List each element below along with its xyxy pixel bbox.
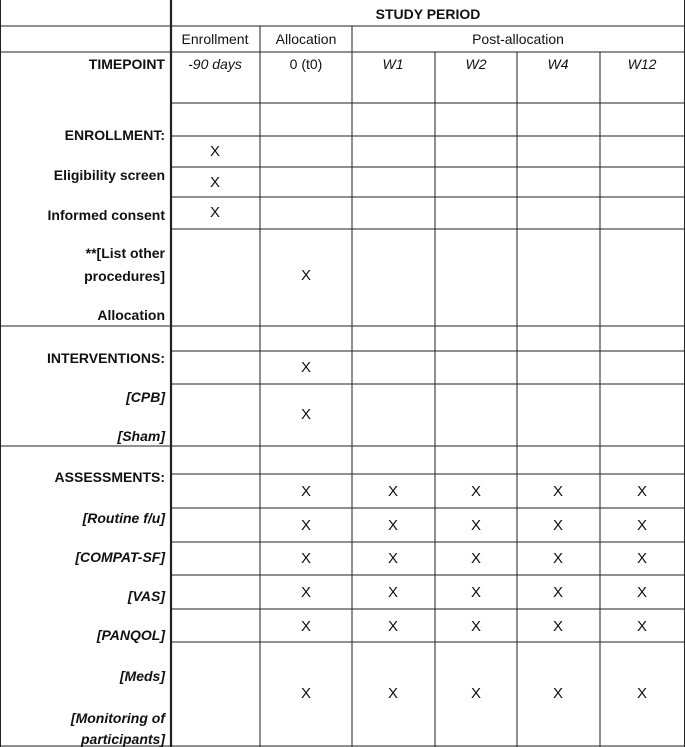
mark-meds-w1: X <box>387 685 399 702</box>
mark-vas-w1: X <box>387 584 399 601</box>
phase-post-allocation: Post-allocation <box>472 31 564 47</box>
mark-vas-w12: X <box>636 584 648 601</box>
mark-routine-w2: X <box>470 517 482 534</box>
phase-enrollment: Enrollment <box>181 31 249 47</box>
mark-meds-w12: X <box>636 685 648 702</box>
row-label-panqol: [PANQOL] <box>96 627 165 643</box>
mark-assess1-w4: X <box>552 483 564 500</box>
row-label-monitoring-2: participants] <box>80 731 165 747</box>
mark-compat-t0: X <box>300 550 312 567</box>
timepoint-label: TIMEPOINT <box>88 56 165 72</box>
mark-routine-w4: X <box>552 517 564 534</box>
mark-panqol-t0: X <box>300 618 312 635</box>
timepoint-w12: W12 <box>627 56 657 72</box>
row-label-allocation: Allocation <box>97 307 165 323</box>
mark-panqol-w4: X <box>552 618 564 635</box>
mark-vas-t0: X <box>300 584 312 601</box>
mark-consent: X <box>209 204 221 221</box>
row-label-vas: [VAS] <box>127 588 165 604</box>
mark-vas-w4: X <box>552 584 564 601</box>
mark-assess1-w12: X <box>636 483 648 500</box>
study-period-title: STUDY PERIOD <box>375 6 481 22</box>
timepoint-w2: W2 <box>465 56 487 72</box>
row-label-cpb: [CPB] <box>126 389 165 405</box>
mark-compat-w2: X <box>470 550 482 567</box>
mark-allocation: X <box>300 267 312 284</box>
timepoint-w1: W1 <box>382 56 404 72</box>
mark-enrollment-row1: X <box>209 143 221 160</box>
row-label-eligibility: Eligibility screen <box>53 167 165 183</box>
mark-panqol-w1: X <box>387 618 399 635</box>
mark-sham: X <box>300 406 312 423</box>
enrollment-heading: ENROLLMENT: <box>64 127 165 143</box>
timepoint-allocation: 0 (t0) <box>289 56 323 72</box>
row-label-sham: [Sham] <box>117 428 165 444</box>
mark-assess1-t0: X <box>300 483 312 500</box>
mark-assess1-w2: X <box>470 483 482 500</box>
mark-meds-w4: X <box>552 685 564 702</box>
mark-routine-w1: X <box>387 517 399 534</box>
row-label-other-procedures-2: procedures] <box>84 268 165 284</box>
mark-panqol-w12: X <box>636 618 648 635</box>
mark-panqol-w2: X <box>470 618 482 635</box>
mark-meds-t0: X <box>300 685 312 702</box>
row-label-compat: [COMPAT-SF] <box>75 549 165 565</box>
mark-routine-w12: X <box>636 517 648 534</box>
row-label-monitoring-1: [Monitoring of <box>70 710 165 726</box>
assessments-heading: ASSESSMENTS: <box>54 469 165 485</box>
mark-assess1-w1: X <box>387 483 399 500</box>
row-label-consent: Informed consent <box>47 207 165 223</box>
mark-compat-w1: X <box>387 550 399 567</box>
phase-allocation: Allocation <box>275 31 337 47</box>
row-label-meds: [Meds] <box>119 668 165 684</box>
timepoint-w4: W4 <box>547 56 569 72</box>
mark-eligibility: X <box>209 174 221 191</box>
interventions-heading: INTERVENTIONS: <box>47 350 165 366</box>
timepoint-enrollment: -90 days <box>188 56 242 72</box>
row-label-routine: [Routine f/u] <box>82 510 165 526</box>
row-label-other-procedures-1: **[List other <box>85 245 165 261</box>
mark-vas-w2: X <box>470 584 482 601</box>
mark-cpb: X <box>300 359 312 376</box>
mark-routine-t0: X <box>300 517 312 534</box>
mark-compat-w4: X <box>552 550 564 567</box>
mark-meds-w2: X <box>470 685 482 702</box>
mark-compat-w12: X <box>636 550 648 567</box>
